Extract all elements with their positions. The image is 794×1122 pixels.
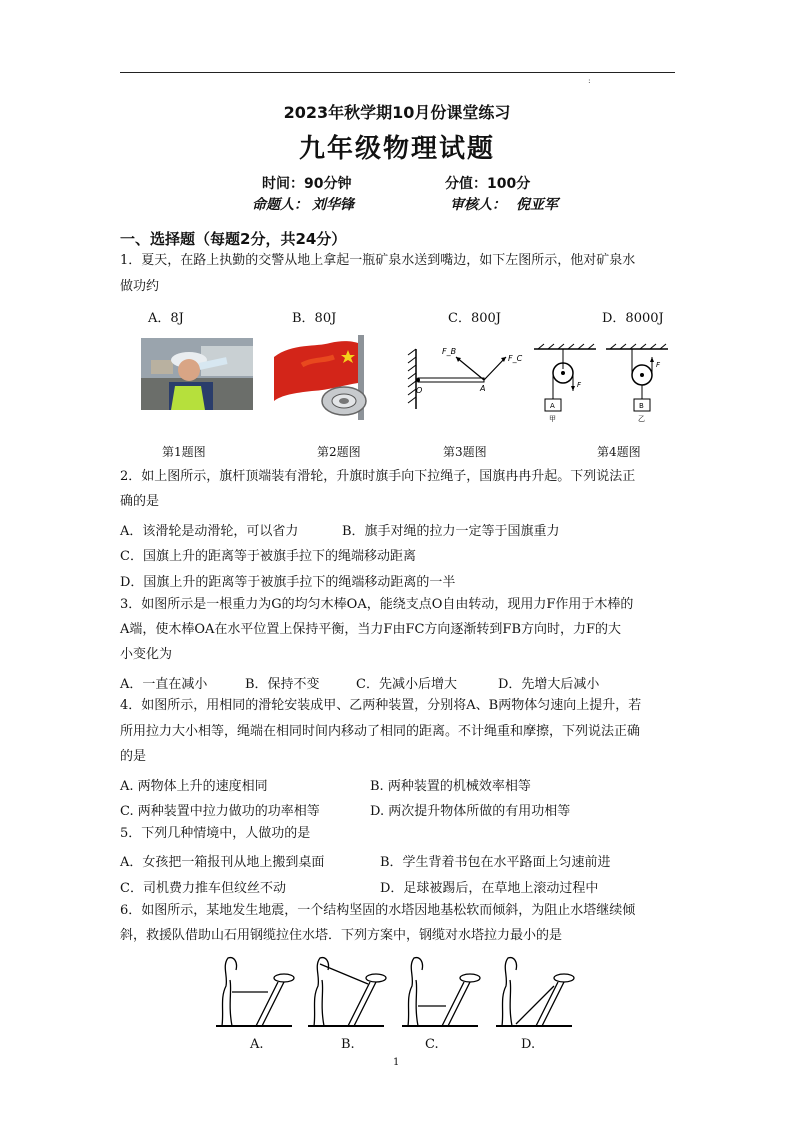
q4-option-a: A. 两物体上升的速度相同	[120, 779, 268, 794]
figure2-caption: 第2题图	[317, 445, 361, 459]
q1-line1: 1．夏天，在路上执勤的交警从地上拿起一瓶矿泉水送到嘴边，如下左图所示，他对矿泉水	[120, 253, 636, 268]
figure1-photo	[141, 338, 253, 410]
author-line	[252, 194, 354, 214]
q6-label-c: C.	[425, 1037, 439, 1052]
q6-figure-b	[308, 958, 386, 1026]
q5-line1: 5．下列几种情境中，人做功的是	[120, 826, 311, 841]
q2-option-a: A．该滑轮是动滑轮，可以省力	[120, 524, 299, 539]
figure1-caption: 第1题图	[162, 445, 206, 459]
time-label: 时间：90分钟	[262, 176, 352, 192]
header-rule	[120, 72, 675, 73]
fig3-label-fb: F_B	[442, 347, 457, 356]
q2-option-d: D．国旗上升的距离等于被旗手拉下的绳端移动距离的一半	[120, 575, 456, 590]
section-title: 一、选择题（每题2分，共24分）	[120, 230, 347, 248]
q6-label-a: A.	[250, 1037, 264, 1052]
q6-line2: 斜，救援队借助山石用钢缆拉住水塔．下列方案中，钢缆对水塔拉力最小的是	[120, 928, 563, 943]
fig4-label-jia: 甲	[549, 415, 556, 423]
q6-figure-d	[496, 958, 574, 1026]
q6-figures	[210, 950, 580, 1032]
exam-title: 九年级物理试题	[298, 134, 495, 164]
q2-option-b: B．旗手对绳的拉力一定等于国旗重力	[342, 524, 560, 539]
q6-figure-a	[216, 958, 294, 1026]
q3-option-b: B．保持不变	[245, 677, 320, 692]
q6-figure-c	[402, 958, 480, 1026]
q4-line3: 的是	[120, 749, 147, 764]
q1-option-c: C．800J	[448, 311, 501, 326]
q5-option-b: B．学生背着书包在水平路面上匀速前进	[380, 855, 611, 870]
fig4-label-f2: F	[656, 361, 661, 369]
q3-line2: A端，使木棒OA在水平位置上保持平衡，当力F由FC方向逐渐转到FB方向时，力F的大	[120, 622, 622, 637]
page-number: 1	[393, 1057, 400, 1068]
q3-line3: 小变化为	[120, 647, 173, 662]
fig3-label-a: A	[480, 384, 486, 393]
exam-subtitle: 2023年秋学期10月份课堂练习	[283, 103, 511, 122]
q6-line1: 6．如图所示，某地发生地震，一个结构坚固的水塔因地基松软而倾斜，为阻止水塔继续倾	[120, 903, 636, 918]
fig4-label-yi: 乙	[638, 415, 645, 423]
figure3-caption: 第3题图	[443, 445, 487, 459]
figure2-flag	[272, 335, 372, 420]
corner-mark: :	[588, 76, 591, 85]
figure4-caption: 第4题图	[597, 445, 641, 459]
q4-line1: 4．如图所示，用相同的滑轮安装成甲、乙两种装置，分别将A、B两物体匀速向上提升，若	[120, 698, 642, 713]
q3-line1: 3．如图所示是一根重力为G的均匀木棒OA，能绕支点O自由转动，现用力F作用于木棒的	[120, 597, 634, 612]
fig4-label-f1: F	[577, 381, 582, 389]
q3-option-d: D．先增大后减小	[498, 677, 600, 692]
fig3-label-fc: F_C	[508, 354, 523, 363]
q5-option-d: D．足球被踢后，在草地上滚动过程中	[380, 881, 599, 896]
q1-option-b: B．80J	[292, 311, 337, 326]
q4-option-d: D. 两次提升物体所做的有用功相等	[370, 804, 571, 819]
q6-label-b: B.	[341, 1037, 355, 1052]
q4-line2: 所用拉力大小相等，绳端在相同时间内移动了相同的距离。不计绳重和摩擦，下列说法正确	[120, 724, 641, 739]
reviewer-name: 倪亚军	[516, 197, 558, 213]
reviewer-label: 审核人：	[450, 197, 506, 213]
fig4-label-a: A	[550, 402, 555, 410]
score-label: 分值：100分	[445, 176, 531, 192]
q3-option-a: A．一直在减小	[120, 677, 208, 692]
fig3-label-o: O	[416, 386, 423, 395]
q1-option-d: D．8000J	[602, 311, 664, 326]
q3-option-c: C．先减小后增大	[356, 677, 457, 692]
q4-option-b: B. 两种装置的机械效率相等	[370, 779, 531, 794]
author-name: 刘华锋	[312, 197, 354, 213]
reviewer-line	[450, 194, 558, 214]
figure4-pulleys	[530, 343, 670, 423]
q2-line2: 确的是	[120, 494, 160, 509]
q4-option-c: C. 两种装置中拉力做功的功率相等	[120, 804, 320, 819]
q5-option-a: A．女孩把一箱报刊从地上搬到桌面	[120, 855, 325, 870]
q2-line1: 2．如上图所示，旗杆顶端装有滑轮，升旗时旗手向下拉绳子，国旗冉冉升起。下列说法正	[120, 469, 636, 484]
figure3-lever	[404, 343, 524, 413]
q1-line2: 做功约	[120, 279, 160, 294]
q1-option-a: A．8J	[148, 311, 184, 326]
fig4-label-b: B	[639, 402, 644, 410]
q6-label-d: D.	[521, 1037, 536, 1052]
q5-option-c: C．司机费力推车但纹丝不动	[120, 881, 286, 896]
q2-option-c: C．国旗上升的距离等于被旗手拉下的绳端移动距离	[120, 549, 416, 564]
author-label: 命题人：	[252, 197, 308, 213]
